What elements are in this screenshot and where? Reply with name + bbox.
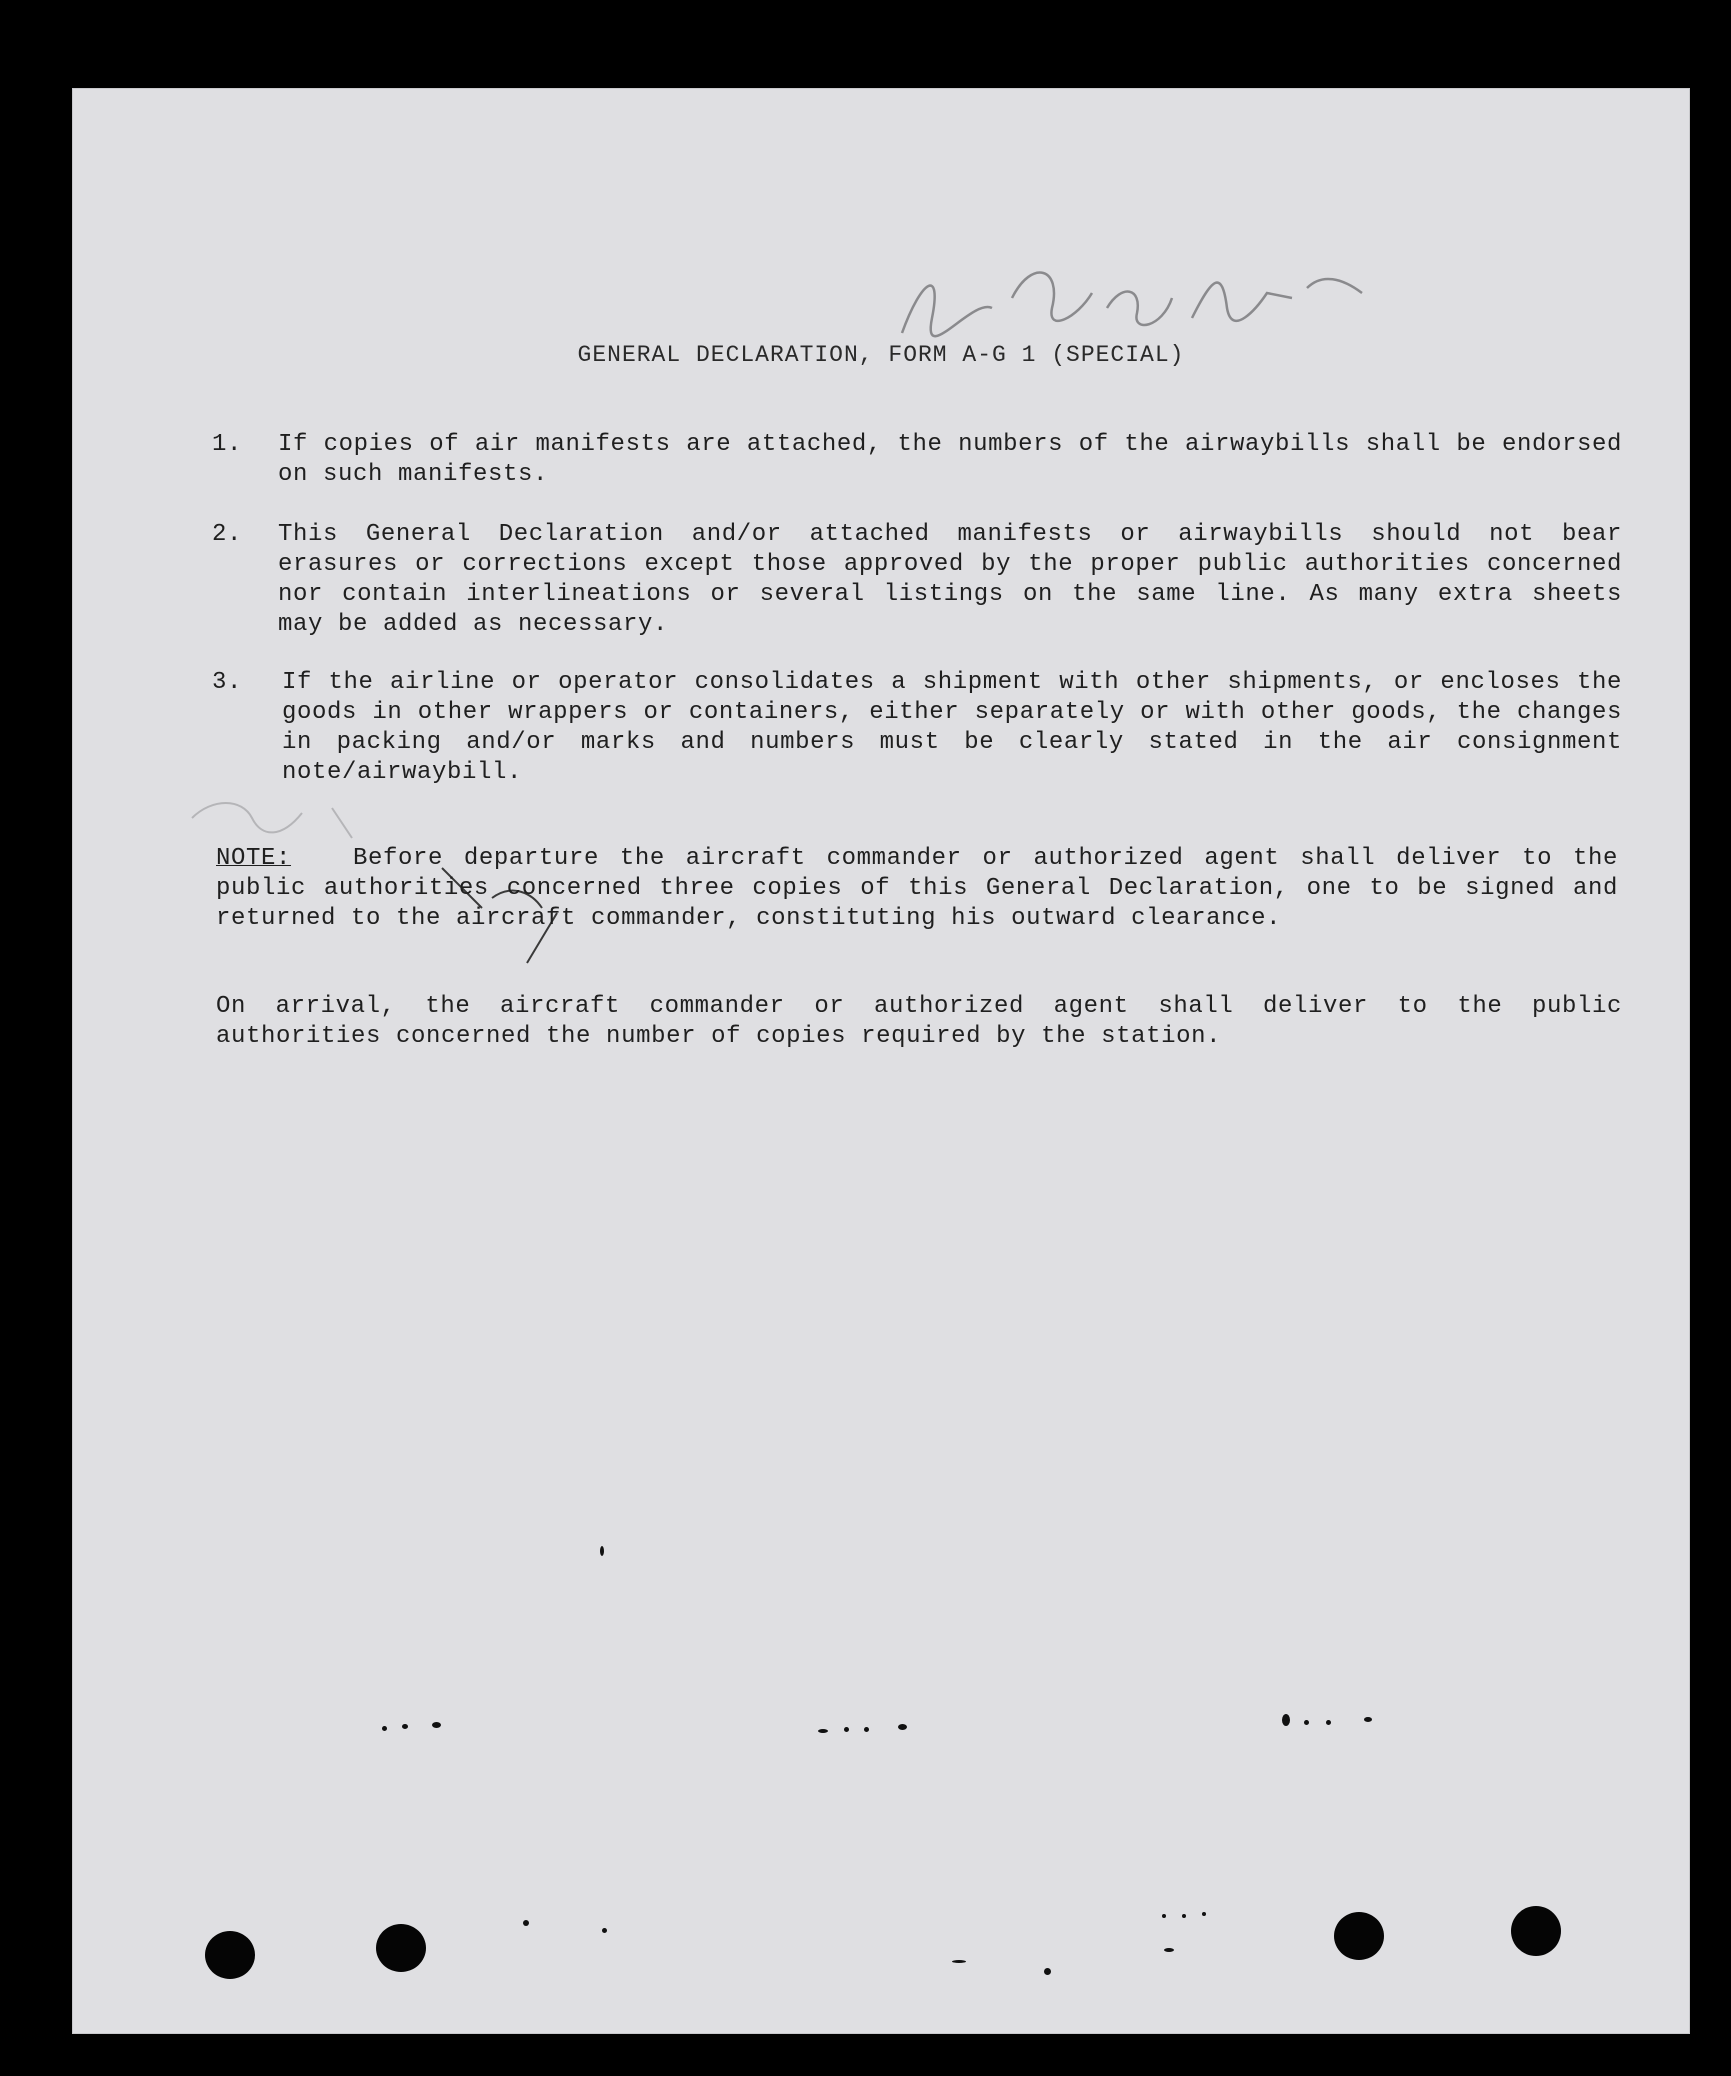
item-text: If copies of air manifests are attached, the numbers of the airwaybills shall be endorsed on such manifests. — [278, 431, 1622, 488]
ink-speck — [402, 1724, 408, 1729]
ink-speck — [1164, 1948, 1174, 1952]
punch-hole — [1334, 1912, 1384, 1960]
note-label: NOTE: — [216, 845, 292, 872]
punch-hole — [1511, 1906, 1561, 1956]
item-number: 1. — [212, 431, 243, 458]
item-number: 2. — [212, 521, 243, 548]
ink-speck — [1304, 1720, 1309, 1725]
instruction-item-3 — [212, 668, 1622, 788]
ink-speck — [382, 1726, 387, 1731]
ink-speck — [602, 1928, 607, 1933]
ink-speck — [864, 1727, 869, 1732]
ink-speck — [1202, 1912, 1206, 1916]
ink-speck — [952, 1960, 966, 1963]
ink-speck — [1326, 1720, 1331, 1725]
item-text: This General Declaration and/or attached manifests or airwaybills should not bear erasures or corrections except those approved by the proper public authorities concerned nor contain interlineations or several listings on the same line. As many extra sheets may be added as necessary. — [278, 521, 1622, 638]
arrival-paragraph: On arrival, the aircraft commander or authorized agent shall deliver to the public authorities concerned the number of copies required by the station. — [216, 993, 1622, 1050]
note-paragraph — [216, 844, 1618, 934]
ink-speck — [1182, 1914, 1186, 1918]
punch-hole — [376, 1924, 426, 1972]
ink-speck — [898, 1724, 907, 1730]
item-text: If the airline or operator consolidates a shipment with other shipments, or encloses the goods in other wrappers or containers, either separately or with other goods, the changes in packing and/or marks and numbers must be clearly stated in the air consignment note/airwaybill. — [282, 669, 1622, 786]
ink-speck — [818, 1729, 828, 1733]
ink-speck — [523, 1920, 529, 1926]
ink-speck — [600, 1546, 604, 1556]
document-page — [72, 88, 1690, 2034]
punch-hole — [205, 1931, 255, 1979]
instruction-item-2 — [212, 520, 1622, 640]
ink-speck — [1364, 1717, 1372, 1722]
instruction-item-1 — [212, 430, 1622, 490]
item-number: 3. — [212, 669, 243, 696]
note-text: Before departure the aircraft commander or authorized agent shall deliver to the public authorities concerned three copies of this General Declaration, one to be signed and returned to the aircraft commander, constituting his outward clearance. — [216, 845, 1618, 932]
ink-speck — [1282, 1714, 1290, 1726]
form-title: GENERAL DECLARATION, FORM A-G 1 (SPECIAL) — [577, 342, 1185, 368]
ink-speck — [1162, 1914, 1166, 1918]
ink-speck — [844, 1727, 849, 1732]
ink-speck — [1044, 1968, 1051, 1975]
ink-speck — [432, 1722, 441, 1728]
